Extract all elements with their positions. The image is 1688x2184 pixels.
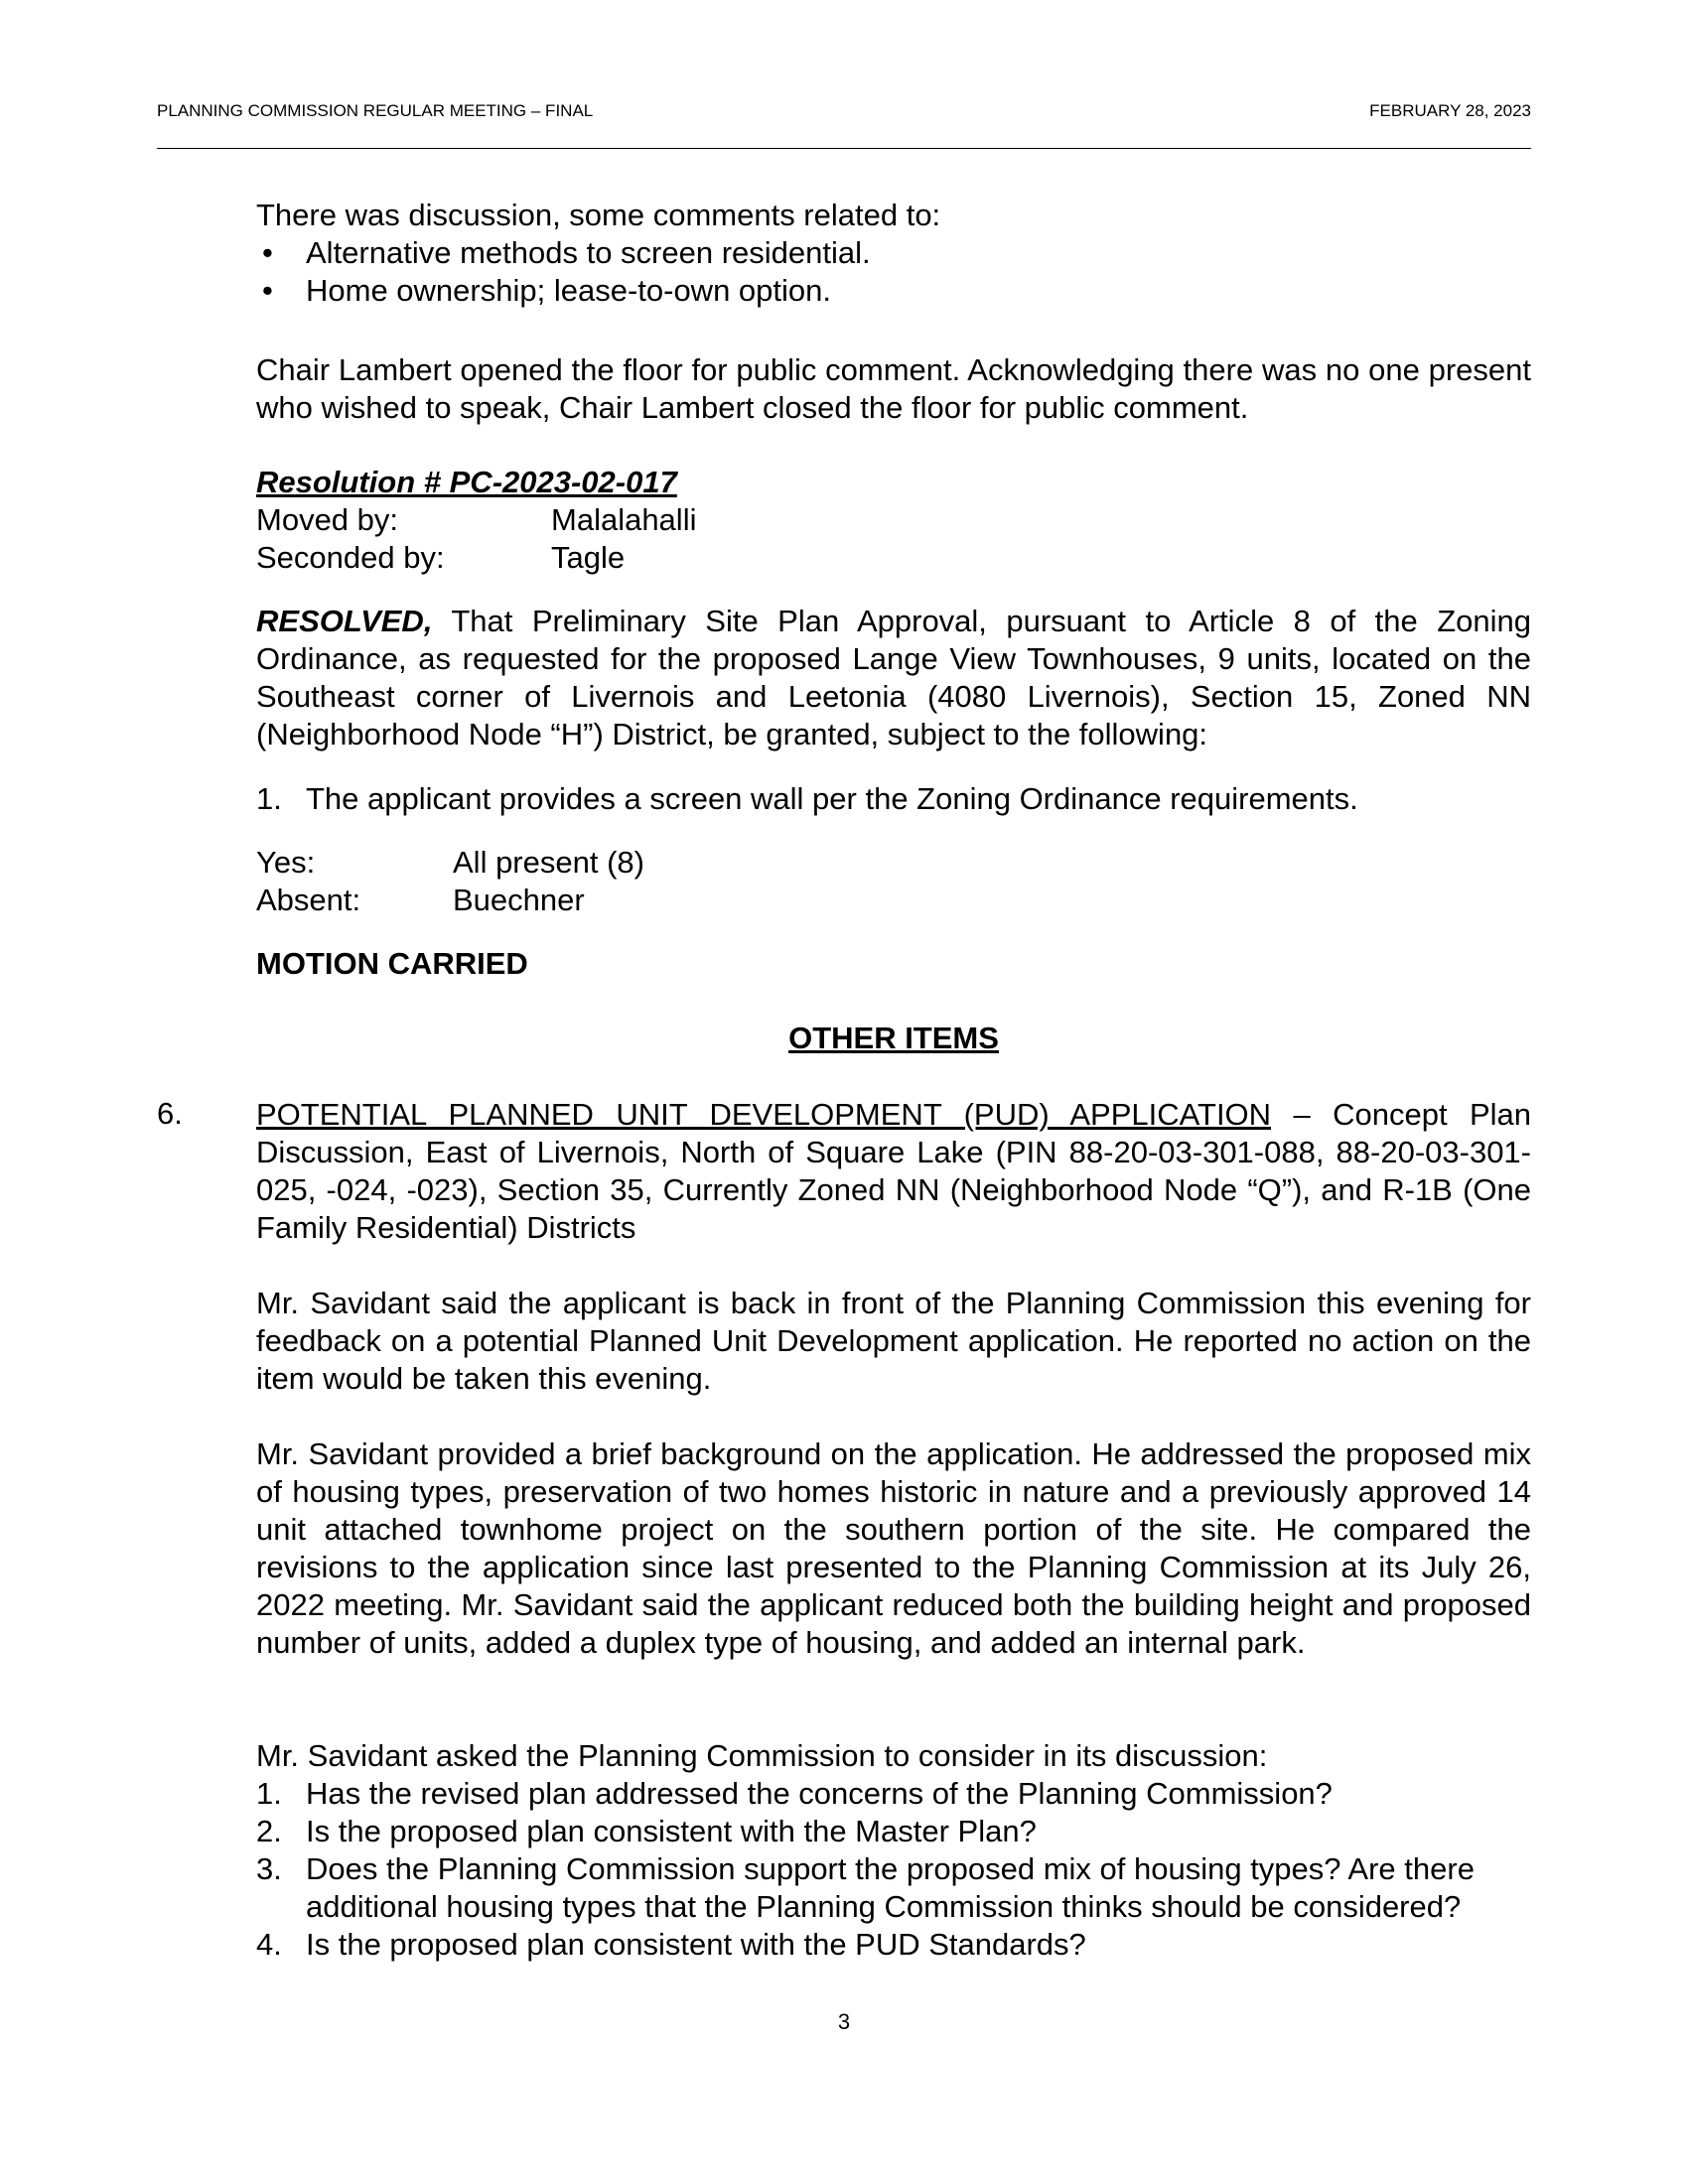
list-item: 1. Has the revised plan addressed the concerns of the Planning Commission? [256,1776,1333,1811]
item-number: 6. [157,1096,183,1131]
moved-by-value: Malalahalli [551,502,697,537]
discussion-block [256,197,1531,310]
vote-yes-label: Yes: [256,845,316,880]
moved-by-label: Moved by: [256,502,399,537]
conditions-list [256,780,1531,818]
considerations-block [256,1737,1531,1964]
item-heading [256,1096,1531,1247]
considerations-list [256,1775,1531,1964]
resolved-text: That Preliminary Site Plan Approval, pursuant to Article 8 of the Zoning Ordinance, as requested for the proposed Lange View Townhouses, 9 units, located on the Southeast corner of Livernois and Leetonia (4080 Livernois), Section 15, Zoned NN (Neighborhood Node “H”) District, be granted, subject to the following: [256,604,1531,751]
list-item: 4. Is the proposed plan consistent with the PUD Standards? [256,1927,1086,1962]
considerations-intro: Mr. Savidant asked the Planning Commission to consider in its discussion: [256,1738,1268,1773]
header-meeting-title: PLANNING COMMISSION REGULAR MEETING – FINAL [157,101,594,120]
vote-absent-value: Buechner [453,883,585,917]
moved-by-row [256,501,1531,539]
page-header [157,101,1531,125]
bullet-icon: • [262,235,273,270]
seconded-by-value: Tagle [551,540,626,575]
vote-yes-value: All present (8) [453,845,644,880]
vote-absent-label: Absent: [256,883,361,917]
list-item: • Alternative methods to screen residential. [262,235,871,270]
resolution-block [256,464,1531,577]
item-description: – Concept Plan Discussion, East of Livernois, North of Square Lake (PIN 88-20-03-301-088, 88-20-03-301-025, -024, -023), Section 35, Currently Zoned NN (Neighborhood Node “Q”), and R-1B (One Family Residential) Districts [256,1097,1531,1245]
item-paragraph: Mr. Savidant provided a brief background on the application. He addressed the proposed mix of housing types, preservation of two homes historic in nature and a previously approved 14 unit attached townhome project on the southern portion of the site. He compared the revisions to the application since last presented to the Planning Commission at its July 26, 2022 meeting. Mr. Savidant said the applicant reduced both the building height and proposed number of units, added a duplex type of housing, and added an internal park. [256,1436,1531,1660]
vote-yes-row [256,844,1531,882]
seconded-by-row [256,539,1531,577]
bullet-icon: • [262,273,273,308]
resolution-title: Resolution # PC-2023-02-017 [256,465,677,499]
item-title: POTENTIAL PLANNED UNIT DEVELOPMENT (PUD) APPLICATION [256,1097,1272,1132]
list-item: 3. Does the Planning Commission support the proposed mix of housing types? Are there additional housing types that the Planning Commission thinks should be considered? [256,1851,1475,1924]
resolved-paragraph [256,603,1531,753]
discussion-bullet-list [256,234,1531,310]
vote-absent-row [256,882,1531,919]
resolved-lead: RESOLVED, [256,604,433,638]
motion-carried: MOTION CARRIED [256,946,528,981]
discussion-intro: There was discussion, some comments related to: [256,198,941,232]
vote-block [256,844,1531,919]
list-item: 1. The applicant provides a screen wall per the Zoning Ordinance requirements. [256,781,1358,816]
header-divider [157,148,1531,149]
seconded-by-label: Seconded by: [256,540,445,575]
section-title-other-items: OTHER ITEMS [788,1021,999,1055]
list-item: 2. Is the proposed plan consistent with the Master Plan? [256,1814,1037,1848]
public-comment-paragraph: Chair Lambert opened the floor for public comment. Acknowledging there was no one present who wished to speak, Chair Lambert closed the floor for public comment. [256,352,1531,425]
page-number: 3 [837,2009,851,2034]
header-date: FEBRUARY 28, 2023 [1369,101,1531,120]
item-paragraph: Mr. Savidant said the applicant is back in front of the Planning Commission this evening for feedback on a potential Planned Unit Development application. He reported no action on the item would be taken this evening. [256,1286,1531,1396]
list-item: • Home ownership; lease-to-own option. [262,273,831,308]
